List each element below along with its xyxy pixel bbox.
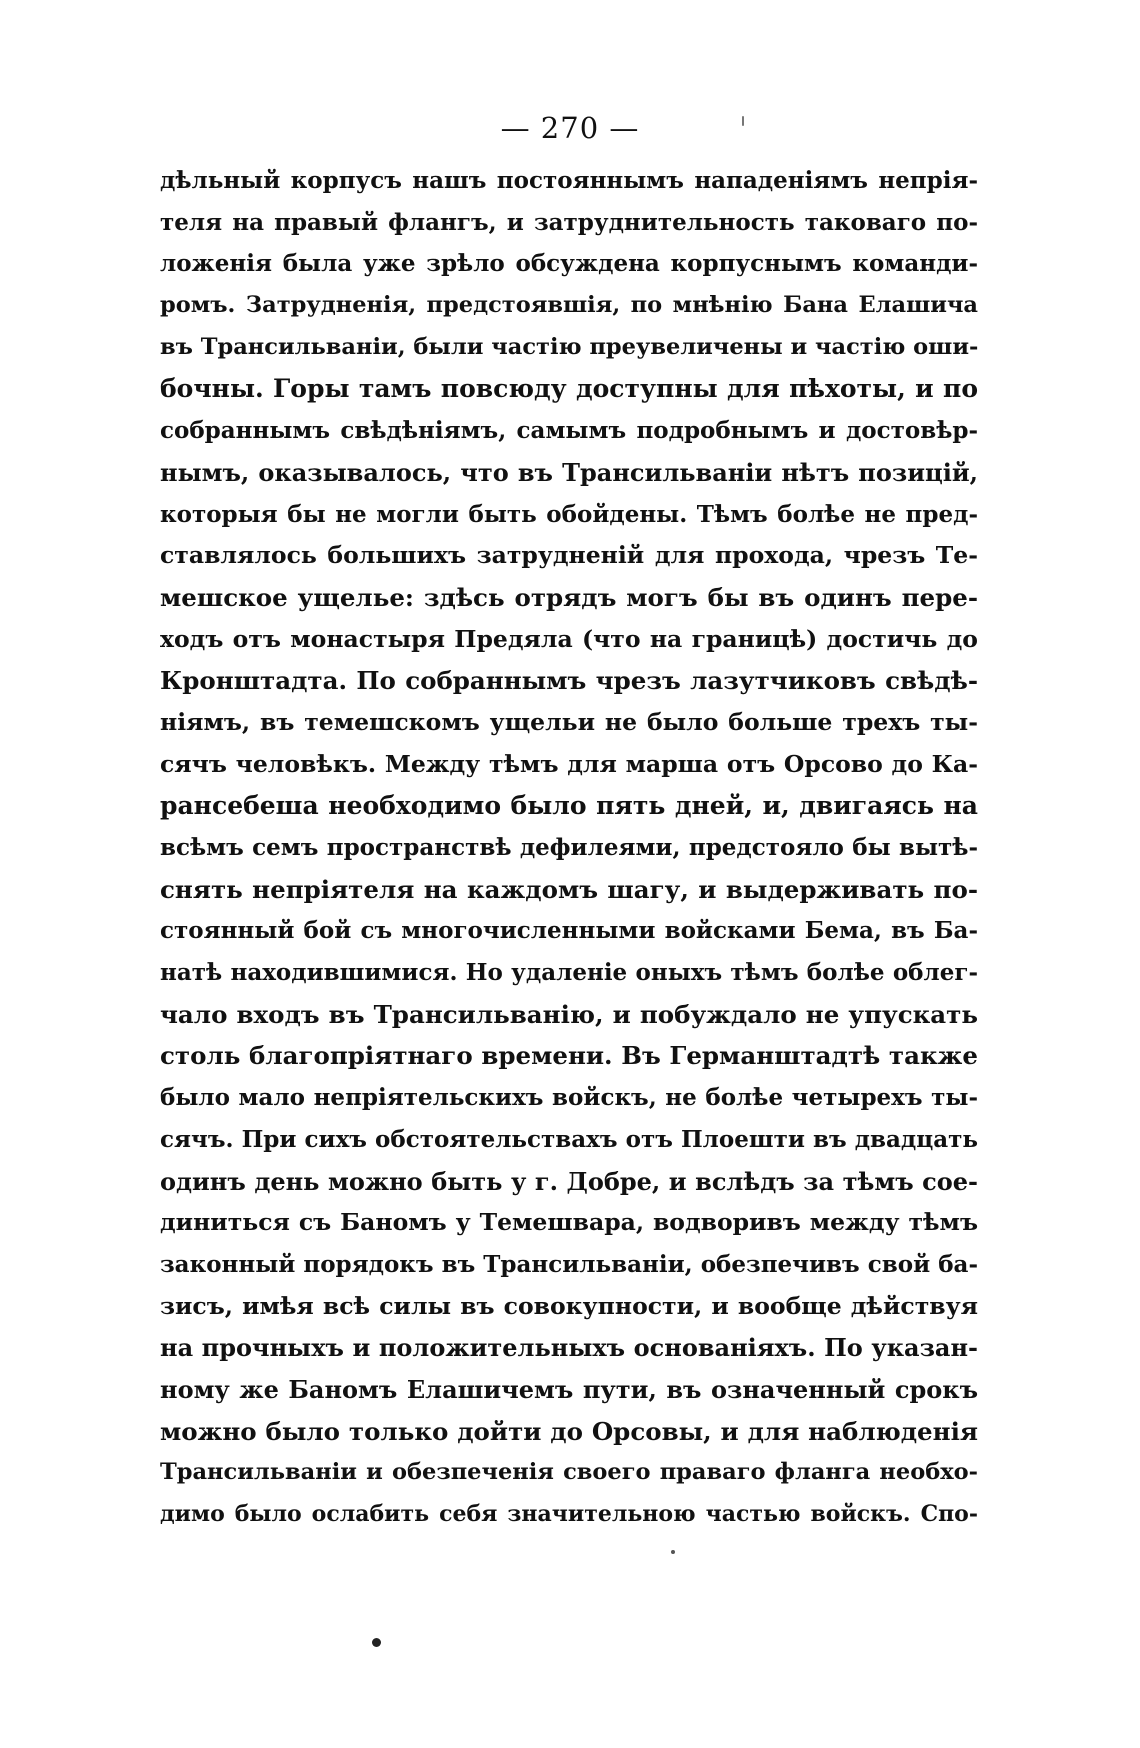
ink-speck: [742, 116, 744, 126]
text-line: въ Трансильваніи, были частію преувеличены и частію оши-: [160, 333, 978, 360]
text-line: зисъ, имѣя всѣ силы въ совокупности, и вообще дѣйствуя: [160, 1291, 978, 1320]
body-text: [160, 160, 978, 1536]
ink-speck: [671, 1550, 675, 1554]
text-line: одинъ день можно быть у г. Добре, и вслѣдъ за тѣмъ сое-: [160, 1166, 978, 1196]
text-line: нымъ, оказывалось, что въ Трансильваніи нѣтъ позицій,: [160, 457, 978, 487]
text-line: димо было ослабить себя значительною частью войскъ. Спо-: [160, 1501, 978, 1527]
text-line: ходъ отъ монастыря Предяла (что на границѣ) достичь до: [160, 624, 978, 653]
text-line: диниться съ Баномъ у Темешвара, водворивъ между тѣмъ: [160, 1208, 978, 1237]
text-line: всѣмъ семъ пространствѣ дефилеями, предстояло бы вытѣ-: [160, 834, 978, 861]
text-line: дѣльный корпусъ нашъ постояннымъ нападеніямъ непрія-: [160, 167, 978, 194]
text-line: Кронштадта. По собраннымъ чрезъ лазутчиковъ свѣдѣ-: [160, 666, 978, 696]
text-line: столь благопріятнаго времени. Въ Германштадтѣ также: [160, 1041, 978, 1071]
text-line: на прочныхъ и положительныхъ основаніяхъ. По указан-: [160, 1333, 978, 1363]
page-number: — 270 —: [500, 111, 640, 145]
text-line: сячъ. При сихъ обстоятельствахъ отъ Плоешти въ двадцать: [160, 1125, 978, 1153]
text-line: теля на правый флангъ, и затруднительность таковаго по-: [160, 208, 978, 236]
text-line: собраннымъ свѣдѣніямъ, самымъ подробнымъ и достовѣр-: [160, 417, 978, 445]
text-line: было мало непріятельскихъ войскъ, не болѣе четырехъ ты-: [160, 1084, 978, 1112]
text-line: которыя бы не могли быть обойдены. Тѣмъ болѣе не пред-: [160, 500, 978, 528]
text-line: ставлялось большихъ затрудненій для прохода, чрезъ Те-: [160, 541, 978, 570]
text-line: сячъ человѣкъ. Между тѣмъ для марша отъ Орсово до Ка-: [160, 749, 978, 778]
text-line: ромъ. Затрудненія, предстоявшія, по мнѣнію Бана Елашича: [160, 292, 978, 319]
text-line: чало входъ въ Трансильванію, и побуждало не упускать: [160, 999, 978, 1029]
text-line: рансебеша необходимо было пять дней, и, двигаясь на: [160, 791, 978, 821]
text-line: ному же Баномъ Елашичемъ пути, въ означенный срокъ: [160, 1374, 978, 1404]
text-line: натѣ находившимися. Но удаленіе оныхъ тѣмъ болѣе облег-: [160, 959, 978, 987]
text-line: снять непріятеля на каждомъ шагу, и выдерживать по-: [160, 874, 978, 904]
text-line: стоянный бой съ многочисленными войсками Бема, въ Ба-: [160, 917, 978, 945]
ink-speck: [372, 1638, 381, 1647]
text-line: ложенія была уже зрѣло обсуждена корпуснымъ команди-: [160, 250, 978, 278]
text-line: Трансильваніи и обезпеченія своего праваго фланга необхо-: [160, 1459, 978, 1486]
text-line: законный порядокъ въ Трансильваніи, обезпечивъ свой ба-: [160, 1250, 978, 1278]
text-line: можно было только дойти до Орсовы, и для наблюденія: [160, 1416, 978, 1446]
text-line: мешское ущелье: здѣсь отрядъ могъ бы въ одинъ пере-: [160, 582, 978, 612]
text-line: бочны. Горы тамъ повсюду доступны для пѣхоты, и по: [160, 374, 978, 404]
text-line: ніямъ, въ темешскомъ ущельи не было больше трехъ ты-: [160, 707, 978, 736]
